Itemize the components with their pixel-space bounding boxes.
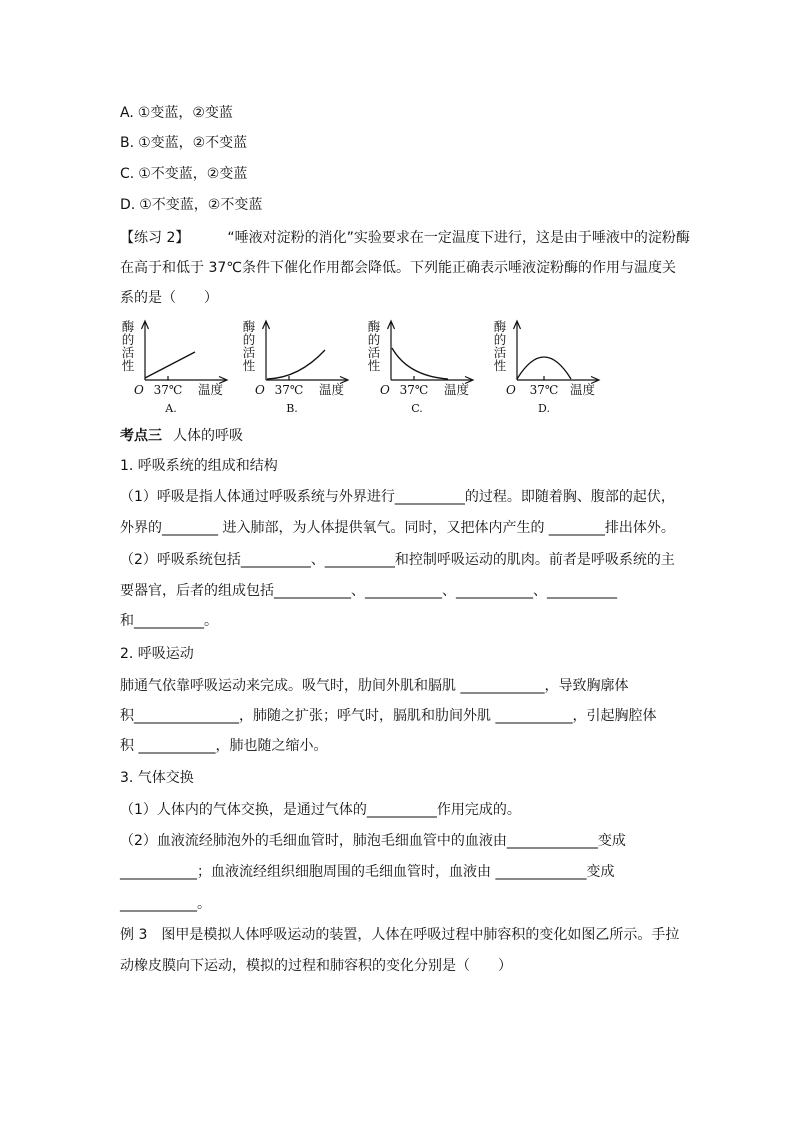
part3-line: ___________；血液流经组织细胞周围的毛细血管时，血液由 _____________变成 [120,864,615,880]
part1-line: （1）呼吸是指人体通过呼吸系统与外界进行__________的过程。即随着胸、腹部的起伏， [120,489,675,505]
enzyme-activity-curve [392,348,448,379]
enzyme-activity-curve [267,350,325,379]
part1-line: 外界的________ 进入肺部，为人体提供氧气。同时，又把体内产生的 ________排出体外。 [120,520,675,536]
graph-caption: B. [286,402,298,415]
option-b [120,133,247,153]
part1-line: 和__________。 [120,613,218,629]
option-label: B. [120,135,135,151]
y-axis-label: 酶的活性 [241,320,256,372]
topic3-label: 考点三 [120,428,162,444]
graph-caption: A. [165,402,177,415]
y-axis-label: 酶的活性 [492,320,507,372]
x-axis-label: 温度 [198,382,224,397]
enzyme-activity-curve [145,352,195,378]
exercise2-line-1 [120,228,690,248]
topic3-heading [120,426,243,446]
graph-d [490,318,605,418]
option-text: ①变蓝，②不变蓝 [138,135,248,151]
origin-label: O [134,383,144,397]
part2-heading: 2. 呼吸运动 [120,646,194,662]
x-axis-label: 温度 [319,382,345,397]
option-c [120,164,247,184]
part3-line: ___________。 [120,896,211,912]
graph-b [239,318,354,418]
exercise2-line-2: 在高于和低于 37℃条件下催化作用都会降低。下列能正确表示唾液淀粉酶的作用与温度关 [120,260,676,276]
enzyme-activity-curve [517,357,571,379]
part1-line: 要器官，后者的组成包括___________、___________、___________、__________ [120,583,617,599]
part1-heading: 1. 呼吸系统的组成和结构 [120,458,278,474]
origin-label: O [380,383,390,397]
part2-line: 积_______________，肺随之扩张；呼气时，膈肌和肋间外肌 ___________，引起胸腔体 [120,708,657,724]
x-axis-label: 温度 [570,382,596,397]
y-axis-label: 酶的活性 [120,320,135,372]
part2-line: 积 ___________，肺也随之缩小。 [120,738,328,754]
example3-line: 动橡皮膜向下运动，模拟的过程和肺容积的变化分别是（ ） [120,958,512,974]
tick-label: 37℃ [274,383,304,397]
part3-line: （2）血液流经肺泡外的毛细血管时，肺泡毛细血管中的血液由_____________变成 [120,833,626,849]
graph-c [364,318,479,418]
exercise2-tag: 【练习 2】 [120,230,190,246]
topic3-title: 人体的呼吸 [173,428,243,444]
graph-caption: D. [538,402,550,415]
part3-line: （1）人体内的气体交换，是通过气体的__________作用完成的。 [120,802,521,818]
origin-label: O [506,383,516,397]
option-label: C. [120,166,135,182]
part3-heading: 3. 气体交换 [120,770,194,786]
tick-label: 37℃ [153,383,183,397]
graph-a [118,318,233,418]
option-d [120,195,262,215]
graph-caption: C. [411,402,423,415]
tick-label: 37℃ [399,383,429,397]
x-axis-label: 温度 [444,382,470,397]
option-text: ①不变蓝，②不变蓝 [139,197,263,213]
exercise2-line-3: 系的是（ ） [120,290,218,306]
origin-label: O [255,383,265,397]
option-label: D. [120,197,136,213]
part2-line: 肺通气依靠呼吸运动来完成。吸气时，肋间外肌和膈肌 ____________，导致胸廓体 [120,678,629,694]
tick-label: 37℃ [529,383,559,397]
option-a [120,103,233,123]
y-axis-label: 酶的活性 [366,320,381,372]
option-text: ①不变蓝，②变蓝 [138,166,248,182]
example3-line: 例 3 图甲是模拟人体呼吸运动的装置，人体在呼吸过程中肺容积的变化如图乙所示。手拉 [120,927,680,943]
option-label: A. [120,105,134,121]
option-text: ①变蓝，②变蓝 [137,105,233,121]
exercise2-text: “唾液对淀粉的消化”实验要求在一定温度下进行，这是由于唾液中的淀粉酶 [227,230,690,246]
part1-line: （2）呼吸系统包括__________、__________和控制呼吸运动的肌肉。前者是呼吸系统的主 [120,552,675,568]
